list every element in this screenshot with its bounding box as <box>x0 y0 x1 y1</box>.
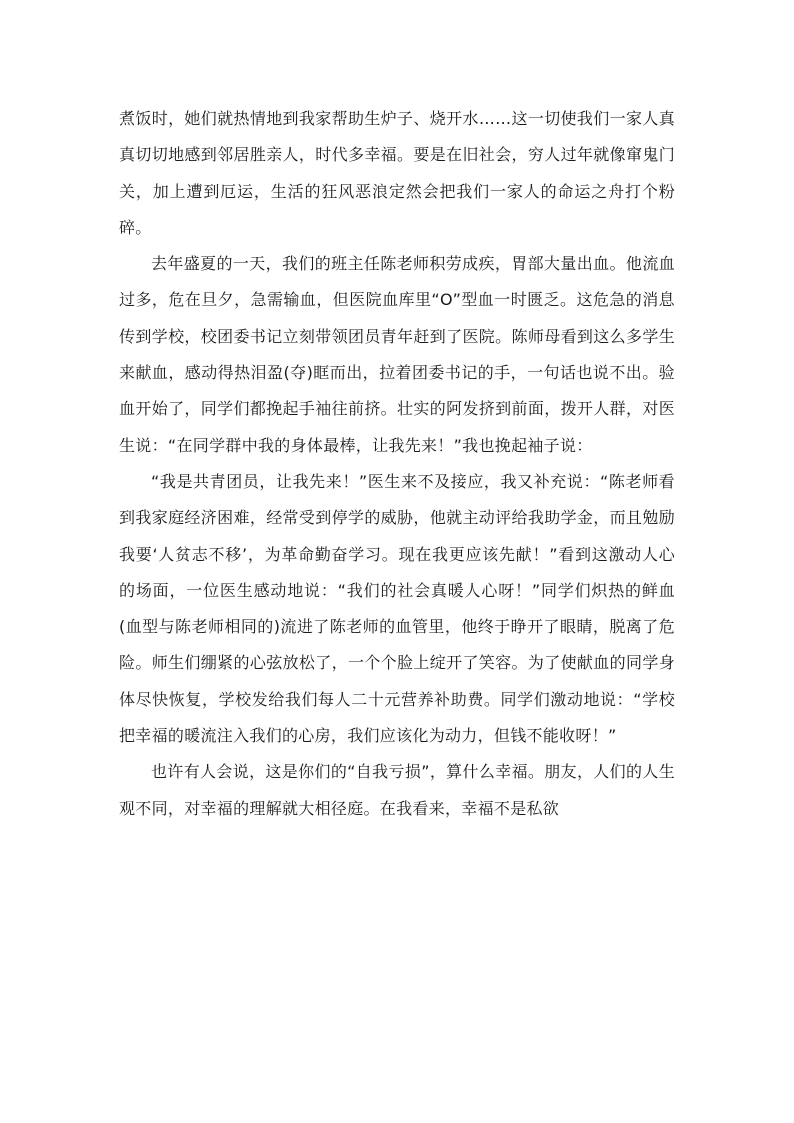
paragraph-2: 去年盛夏的一天，我们的班主任陈老师积劳成疾，胃部大量出血。他流血过多，危在旦夕，急需输血，但医院血库里“O”型血一时匮乏。这危急的消息传到学校，校团委书记立刻带领团员青年赶到了医院。陈师母看到这么多学生来献血，感动得热泪盈(夺)眶而出，拉着团委书记的手，一句话也说不出。验血开始了，同学们都挽起手袖往前挤。壮实的阿发挤到前面，拨开人群，对医生说：“在同学群中我的身体最棒，让我先来！”我也挽起袖子说： <box>119 254 675 455</box>
document-body <box>119 101 675 827</box>
paragraph-3: “我是共青团员，让我先来！”医生来不及接应，我又补充说：“陈老师看到我家庭经济困难，经常受到停学的威胁，他就主动评给我助学金，而且勉励我要‘人贫志不移’，为革命勤奋学习。现在我更应该先献！”看到这激动人心的场面，一位医生感动地说：“我们的社会真暖人心呀！”同学们炽热的鲜血(血型与陈老师相同的)流进了陈老师的血管里，他终于睁开了眼睛，脱离了危险。师生们绷紧的心弦放松了，一个个脸上绽开了笑容。为了使献血的同学身体尽快恢复，学校发给我们每人二十元营养补助费。同学们激动地说：“学校把幸福的暖流注入我们的心房，我们应该化为动力，但钱不能收呀！” <box>119 471 675 746</box>
paragraph-1: 煮饭时，她们就热情地到我家帮助生炉子、烧开水……这一切使我们一家人真真切切地感到邻居胜亲人，时代多幸福。要是在旧社会，穷人过年就像窜鬼门关，加上遭到厄运，生活的狂风恶浪定然会把我们一家人的命运之舟打个粉碎。 <box>119 109 675 237</box>
paragraph-4: 也许有人会说，这是你们的“自我亏损”，算什么幸福。朋友，人们的人生观不同，对幸福的理解就大相径庭。在我看来，幸福不是私欲 <box>119 762 675 818</box>
